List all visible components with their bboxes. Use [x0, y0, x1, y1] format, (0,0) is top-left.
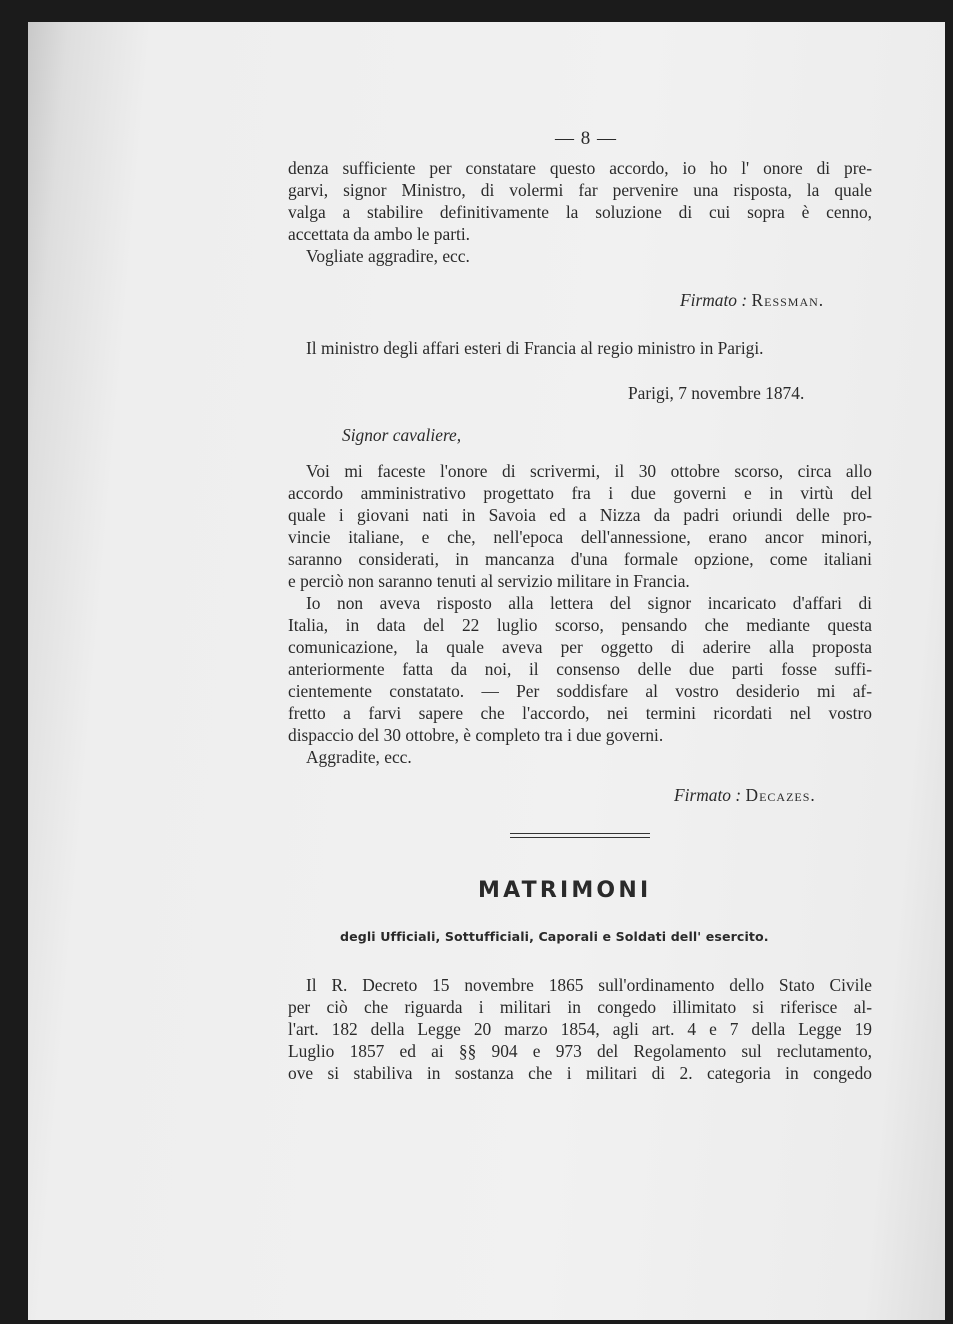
letter1-signature: [680, 290, 824, 311]
letter2-line: saranno considerati, in mancanza d'una formale opzione, come italiani: [288, 549, 872, 569]
letter2-line: accordo amministrativo progettato fra i due governi e in virtù del: [288, 483, 872, 503]
letter1-line: garvi, signor Ministro, di volermi far pervenire una risposta, la quale: [288, 180, 872, 200]
letter2-header: Il ministro degli affari esteri di Francia al regio ministro in Parigi.: [306, 338, 764, 358]
letter2-line: dispaccio del 30 ottobre, è completo tra i due governi.: [288, 725, 664, 745]
signature-label: Firmato :: [674, 785, 742, 805]
section-divider-rule: [510, 837, 650, 838]
signature-name: Decazes.: [745, 785, 816, 805]
letter2-line: comunicazione, la quale aveva per oggetto di aderire alla proposta: [288, 637, 872, 657]
letter2-line: e perciò non saranno tenuti al servizio militare in Francia.: [288, 571, 690, 591]
letter2-line: Voi mi faceste l'onore di scrivermi, il 30 ottobre scorso, circa allo: [306, 461, 872, 481]
letter1-line: accettata da ambo le parti.: [288, 224, 471, 244]
letter2-line: Italia, in data del 22 luglio scorso, pensando che mediante questa: [288, 615, 872, 635]
letter2-line: anteriormente fatta da noi, il consenso delle due parti fosse suffi-: [288, 659, 872, 679]
section-line: l'art. 182 della Legge 20 marzo 1854, agli art. 4 e 7 della Legge 19: [288, 1019, 872, 1039]
letter2-salutation: Signor cavaliere,: [342, 425, 462, 445]
letter2-place-date: Parigi, 7 novembre 1874.: [628, 383, 805, 403]
letter2-line: Io non aveva risposto alla lettera del signor incaricato d'affari di: [306, 593, 872, 613]
section-line: Il R. Decreto 15 novembre 1865 sull'ordinamento dello Stato Civile: [306, 975, 872, 995]
page-number: — 8 —: [555, 128, 617, 149]
section-line: per ciò che riguarda i militari in congedo illimitato si riferisce al-: [288, 997, 872, 1017]
signature-label: Firmato :: [680, 290, 748, 310]
letter2-line: quale i giovani nati in Savoia ed a Nizza da padri oriundi delle pro-: [288, 505, 872, 525]
letter1-closing: Vogliate aggradire, ecc.: [306, 246, 470, 266]
section-subtitle: degli Ufficiali, Sottufficiali, Caporali e Soldati dell' esercito.: [340, 929, 769, 944]
letter2-line: vincie italiane, e che, nell'epoca dell'annessione, erano ancor minori,: [288, 527, 872, 547]
section-divider-rule: [510, 833, 650, 834]
letter2-line: cientemente constatato. — Per soddisfare al vostro desiderio mi af-: [288, 681, 872, 701]
letter2-signature: [674, 785, 816, 806]
letter1-line: denza sufficiente per constatare questo accordo, io ho l' onore di pre-: [288, 158, 872, 178]
section-title: MATRIMONI: [478, 878, 652, 903]
letter2-closing: Aggradite, ecc.: [306, 747, 412, 767]
section-line: Luglio 1857 ed ai §§ 904 e 973 del Regolamento sul reclutamento,: [288, 1041, 872, 1061]
signature-name: Ressman.: [751, 290, 825, 310]
section-line: ove si stabiliva in sostanza che i militari di 2. categoria in congedo: [288, 1063, 872, 1083]
letter2-line: fretto a farvi sapere che l'accordo, nei termini ricordati nel vostro: [288, 703, 872, 723]
letter1-line: valga a stabilire definitivamente la soluzione di cui sopra è cenno,: [288, 202, 872, 222]
